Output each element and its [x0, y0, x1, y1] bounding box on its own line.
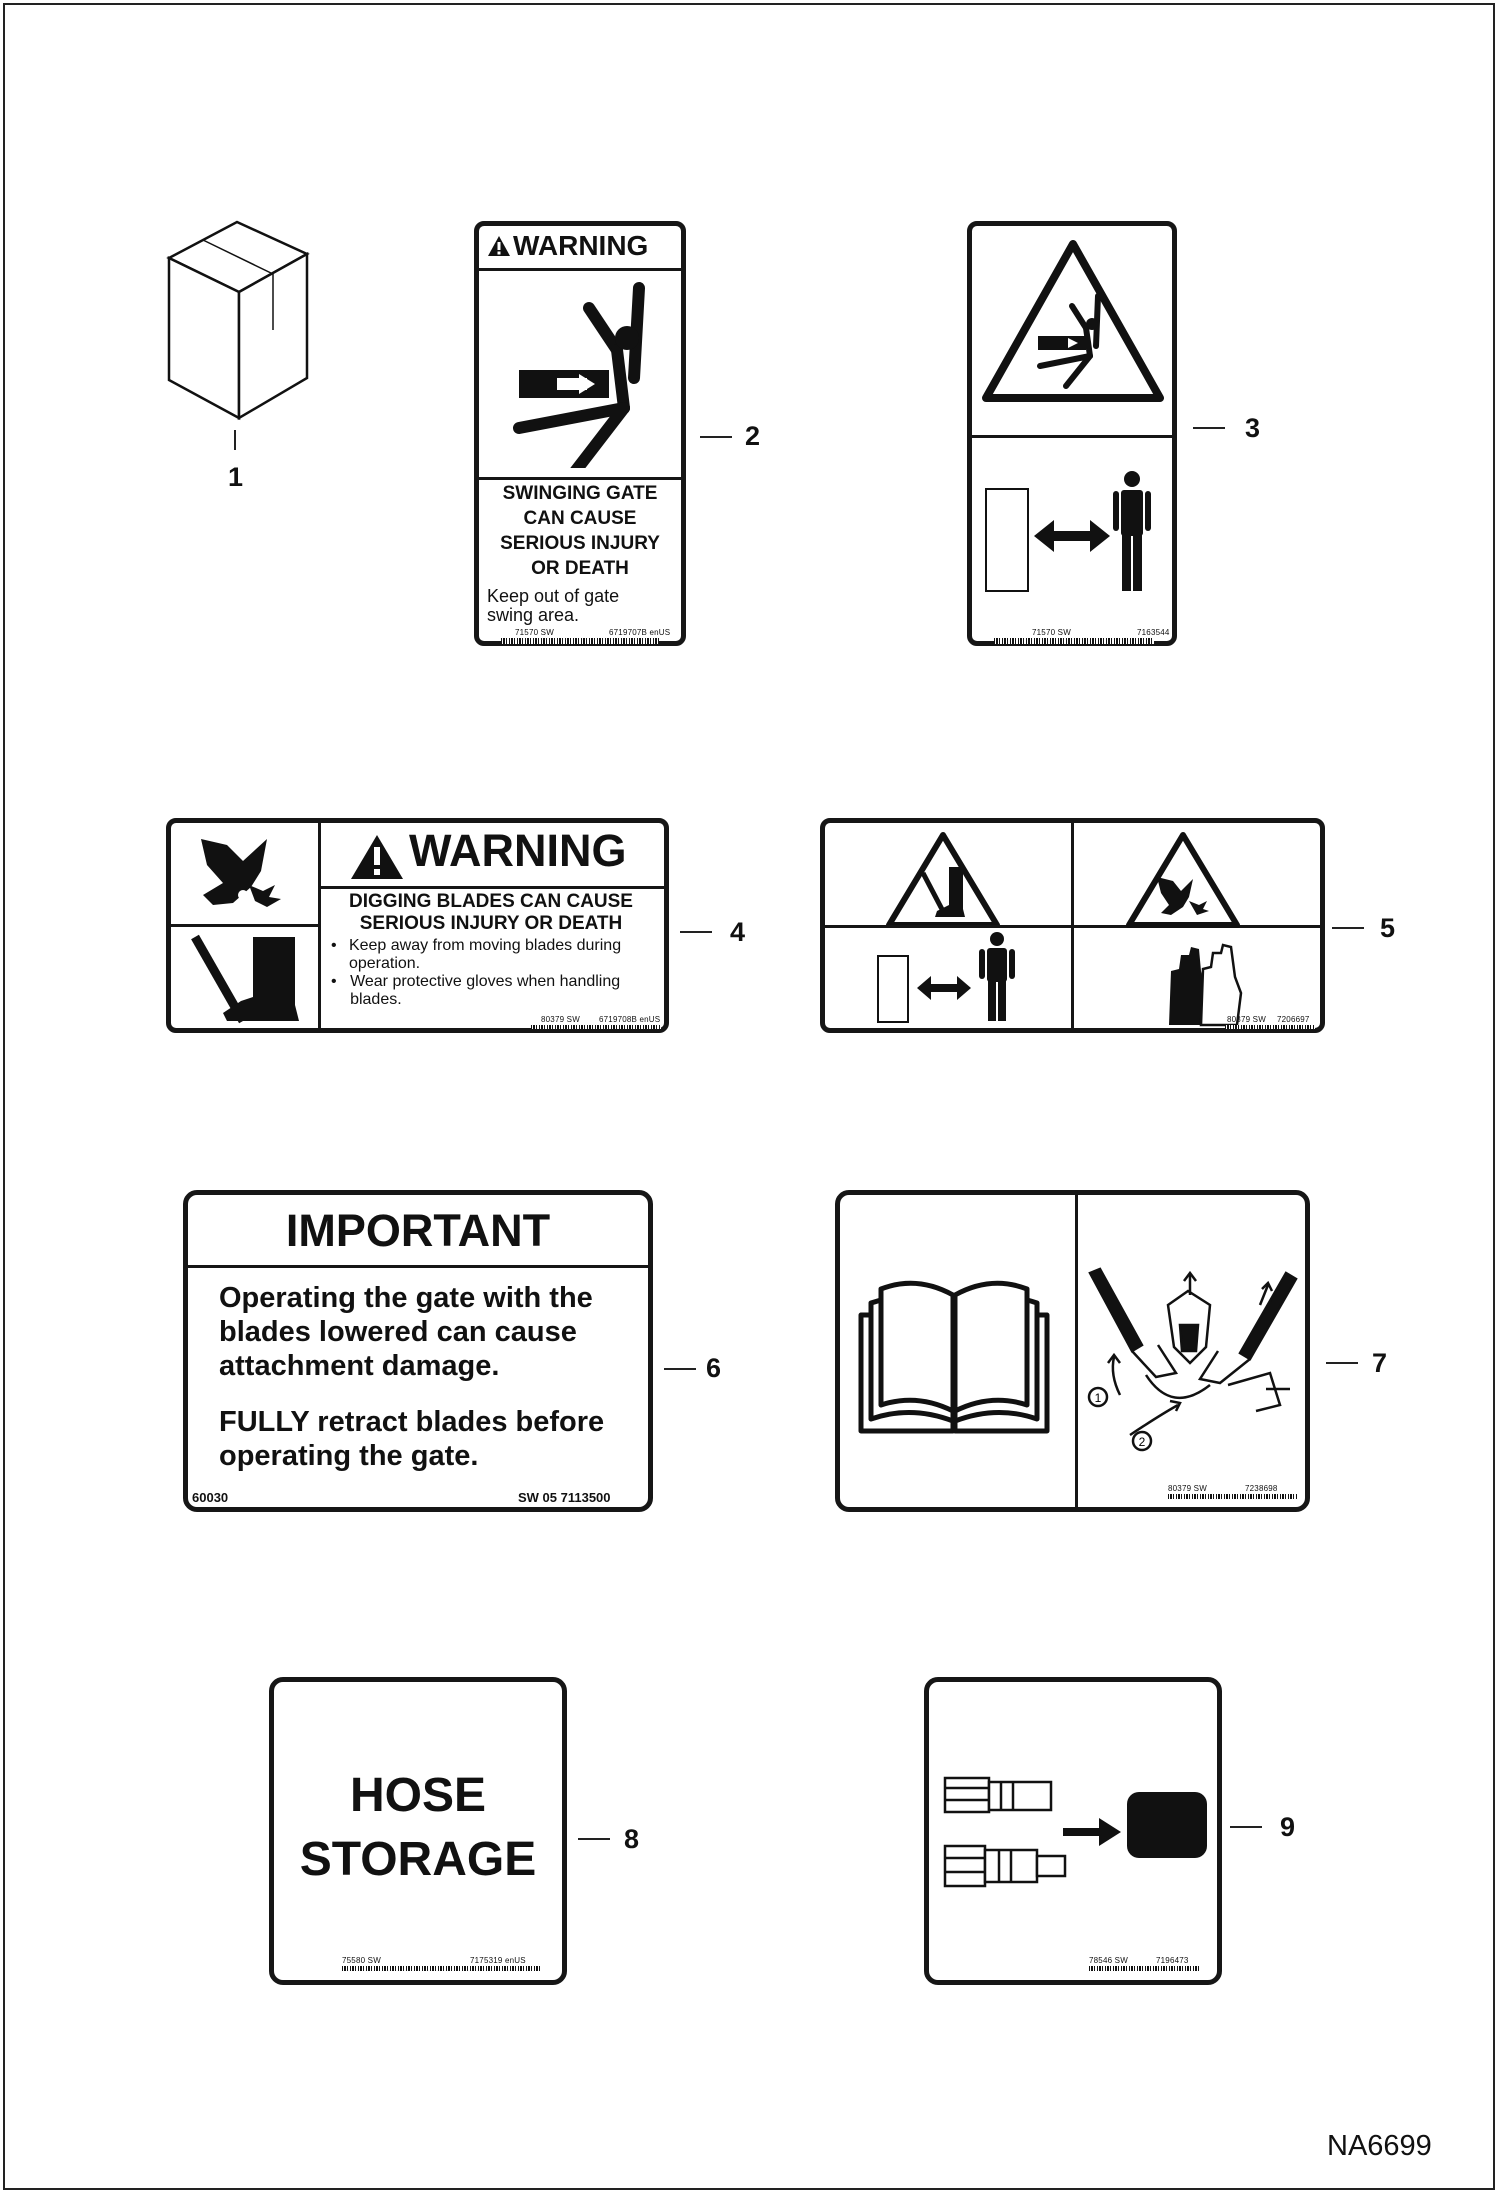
decal-blades-pictorial: [820, 818, 1325, 1033]
code-right: 6719707B enUS: [609, 628, 671, 637]
decal-manual-pictorial: [835, 1190, 1310, 1512]
code-right: 7175319 enUS: [470, 1956, 526, 1965]
gate-line-3: SERIOUS INJURY: [500, 533, 660, 554]
hose-line-2: STORAGE: [299, 1833, 537, 1886]
person-icon: [977, 931, 1017, 1023]
svg-text:2: 2: [1138, 1435, 1146, 1449]
callout-8: 8: [624, 1824, 640, 1854]
callout-6: 6: [706, 1353, 722, 1383]
callout-5: 5: [1380, 913, 1396, 943]
code-left: 75580 SW: [342, 1956, 381, 1965]
code-left: 80379 SW: [1168, 1484, 1207, 1493]
important-header: IMPORTANT: [285, 1205, 551, 1256]
code-left: 71570 SW: [515, 628, 554, 637]
decal-coupler-pictorial: [924, 1677, 1222, 1985]
barcode: [1168, 1494, 1298, 1499]
gate-crush-pictogram-icon: [499, 278, 664, 468]
callout-3: 3: [1245, 413, 1261, 443]
barcode: [531, 1025, 661, 1029]
digger-operation-diagram-icon: [1080, 1265, 1305, 1465]
bullet-1: Keep away from moving blades during operation.: [348, 937, 622, 972]
svg-text:1: 1: [1094, 1391, 1102, 1405]
important-para-1: Operating the gate with the blades lowered can cause attachment damage.: [219, 1282, 593, 1382]
gate-line-4: OR DEATH: [531, 558, 629, 579]
female-coupler-icon: [941, 1772, 1056, 1820]
decal-hose-storage: [269, 1677, 567, 1985]
code-left: 80379 SW: [1227, 1015, 1266, 1024]
gate-line-1: SWINGING GATE: [502, 483, 658, 504]
decal-important: [183, 1190, 653, 1512]
gate-line-2: CAN CAUSE: [523, 508, 637, 529]
code-right: 6719708B enUS: [599, 1015, 661, 1024]
blades-line-2: SERIOUS INJURY OR DEATH: [359, 913, 623, 934]
barcode: [342, 1966, 542, 1971]
barcode: [994, 638, 1154, 644]
storage-block-icon: [1127, 1792, 1207, 1858]
callout-7: 7: [1372, 1348, 1388, 1378]
warning-triangle-icon: [349, 833, 405, 881]
warning-header: WARNING: [479, 226, 681, 268]
hand-hazard-triangle-icon: [1123, 831, 1243, 931]
decal-swinging-gate-warning: [474, 221, 686, 646]
code-left: 80379 SW: [541, 1015, 580, 1024]
code-left: 60030: [192, 1490, 229, 1505]
code-right: 7163544: [1137, 628, 1170, 637]
double-arrow-icon: [915, 973, 973, 1003]
boot-blade-icon: [191, 933, 311, 1025]
crush-hazard-triangle-icon: [980, 238, 1166, 408]
callout-4: 4: [730, 917, 746, 947]
decal-digging-blades-warning: WARNING DIGGING BLADES CAN CAUSE SERIOUS INJURY OR DEATH • Keep away from moving blades during operation. • Wear protective gloves when handling blades. 80379 SW 6719708B enUS: [166, 818, 669, 1033]
barcode: [1089, 1966, 1201, 1971]
person-icon: [1112, 469, 1152, 594]
blades-line-1: DIGGING BLADES CAN CAUSE: [349, 891, 633, 912]
arrow-right-icon: [1061, 1816, 1123, 1848]
barcode: [501, 638, 659, 644]
code-left: 78546 SW: [1089, 1956, 1128, 1965]
barcode: [1225, 1025, 1315, 1029]
warning-header: WARNING: [409, 825, 627, 876]
callout-9: 9: [1280, 1812, 1296, 1842]
callout-1: 1: [228, 462, 244, 492]
bullet-2: Wear protective gloves when handling blades.: [350, 973, 621, 1008]
code-left: 71570 SW: [1032, 628, 1071, 637]
warning-triangle-icon: [487, 235, 511, 257]
gate-panel-icon: [985, 488, 1029, 592]
operators-manual-book-icon: [855, 1275, 1055, 1440]
gate-panel-icon: [877, 955, 909, 1023]
code-right: SW 05 7113500: [518, 1490, 611, 1505]
code-right: 7196473: [1156, 1956, 1189, 1965]
code-right: 7206697: [1277, 1015, 1310, 1024]
male-coupler-icon: [941, 1842, 1071, 1892]
figure-code: NA6699: [1327, 2130, 1432, 2162]
box-icon: [165, 218, 315, 450]
callout-2: 2: [745, 421, 761, 451]
gate-note: Keep out of gate swing area.: [487, 586, 620, 625]
foot-hazard-triangle-icon: [883, 831, 1003, 931]
hand-cut-icon: [193, 835, 285, 915]
double-arrow-icon: [1032, 516, 1112, 556]
code-right: 7238698: [1245, 1484, 1278, 1493]
hose-line-1: HOSE: [349, 1769, 487, 1822]
important-para-2: FULLY retract blades before operating the gate.: [219, 1406, 605, 1472]
decal-gate-pictorial: [967, 221, 1177, 646]
